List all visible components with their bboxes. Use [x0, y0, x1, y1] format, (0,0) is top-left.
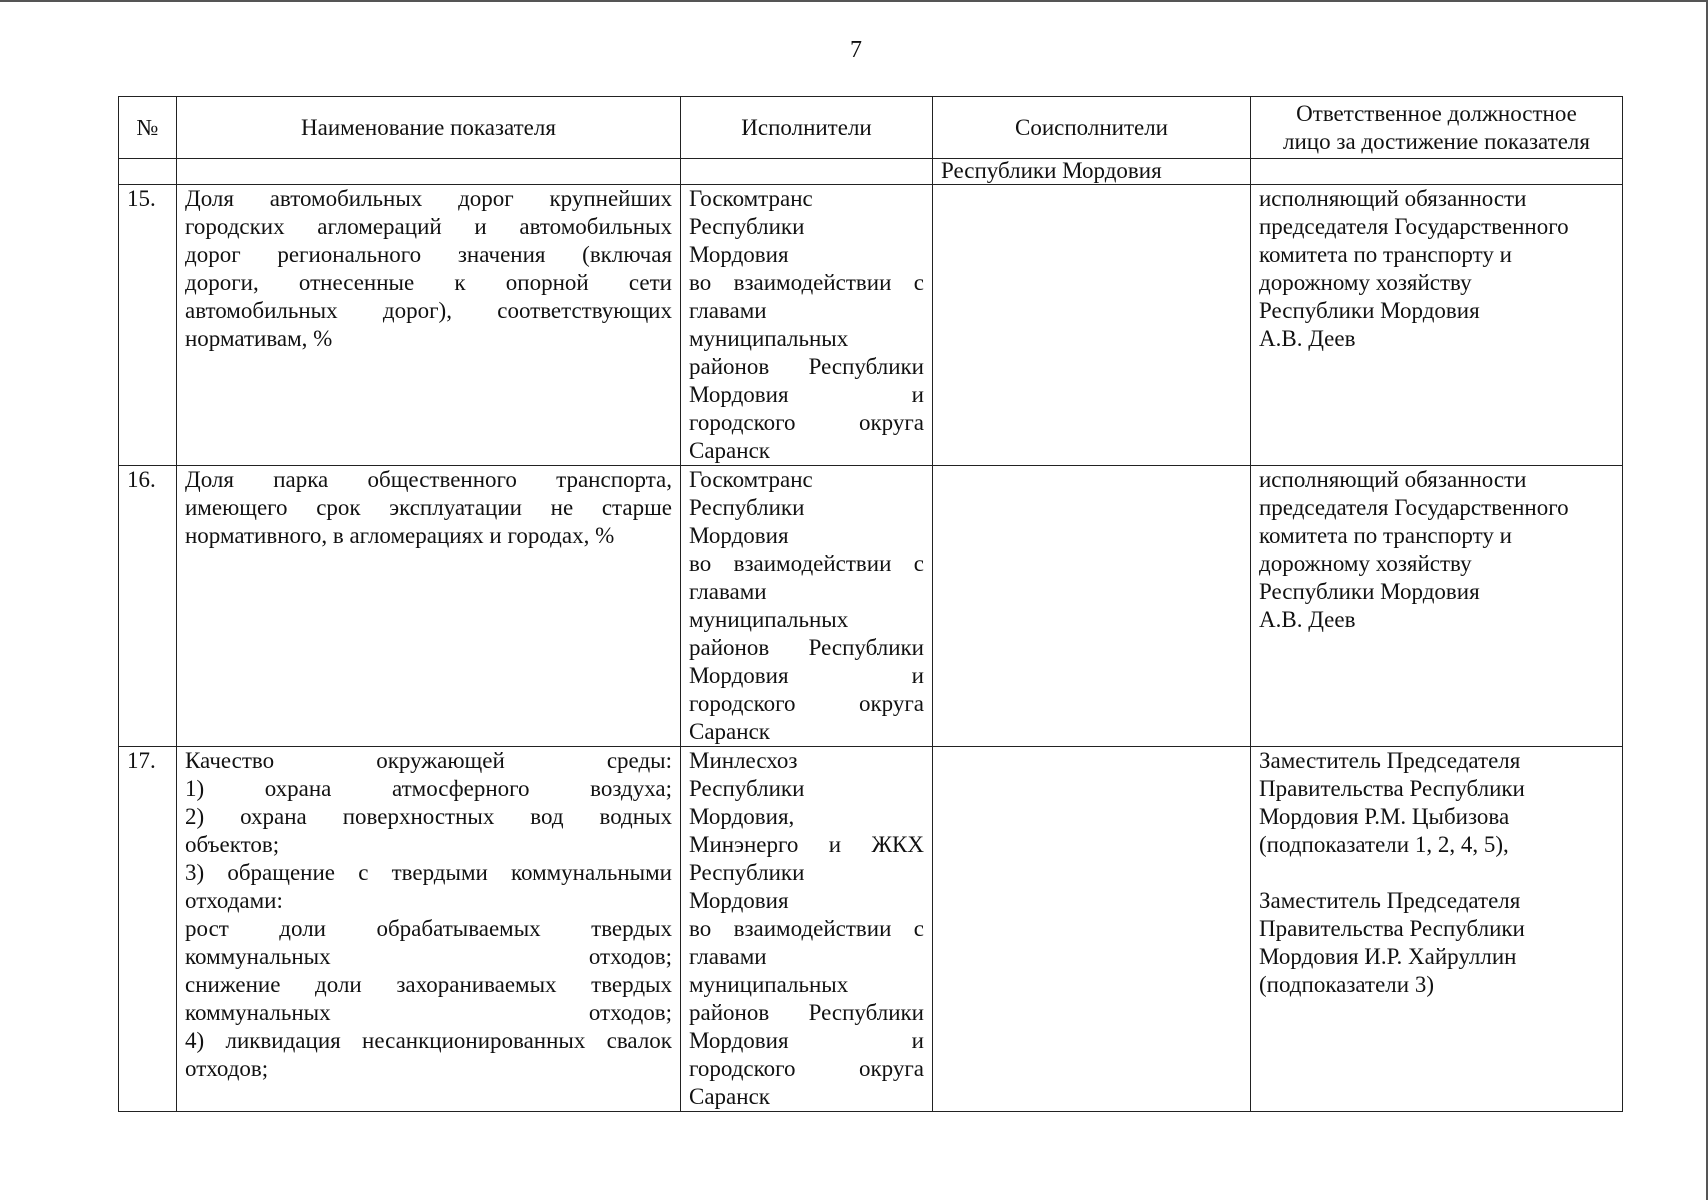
cell-text-line: городского округа — [689, 691, 924, 716]
table-cell — [119, 159, 177, 185]
cell-text-line: комитета по транспорту и — [1259, 242, 1512, 267]
cell-text-line: Мордовия и — [689, 663, 924, 688]
coexecutors-cell — [933, 185, 1251, 466]
cell-text-line: районов Республики — [689, 354, 924, 379]
indicators-table — [118, 96, 1623, 1112]
row-number: 17. — [119, 747, 177, 1112]
row-number: 15. — [119, 185, 177, 466]
cell-text-line: Доля автомобильных дорог крупнейших — [185, 186, 672, 211]
cell-text-line: дороги, отнесенные к опорной сети — [185, 270, 672, 295]
cell-text-line: 2) охрана поверхностных вод водных — [185, 804, 672, 829]
table-row — [119, 747, 1623, 1112]
cell-text-line: комитета по транспорту и — [1259, 523, 1512, 548]
header-indicator-name: Наименование показателя — [177, 97, 681, 159]
cell-text-line: Мордовия Р.М. Цыбизова — [1259, 804, 1510, 829]
cell-text-line: Правительства Республики — [1259, 916, 1525, 941]
cell-text-line: автомобильных дорог), соответствующих — [185, 298, 672, 323]
cell-text-line: Республики Мордовия — [1259, 298, 1480, 323]
cell-text-line: (подпоказатели 1, 2, 4, 5), — [1259, 832, 1509, 857]
cell-text-line: рост доли обрабатываемых твердых — [185, 916, 672, 941]
continuation-row — [119, 159, 1623, 185]
cell-text-line: Республики Мордовия — [1259, 579, 1480, 604]
responsible-cell — [1251, 185, 1623, 466]
header-coexecutors: Соисполнители — [933, 97, 1251, 159]
cell-text-line: муниципальных — [689, 326, 849, 351]
responsible-cell — [1251, 747, 1623, 1112]
cell-text-line: нормативного, в агломерациях и городах, % — [185, 523, 615, 548]
page-number: 7 — [850, 37, 862, 63]
coexecutors-cell — [933, 466, 1251, 747]
cell-text-line: объектов; — [185, 832, 280, 857]
table-cell — [177, 159, 681, 185]
cell-text-line: главами — [689, 944, 767, 969]
cell-text-line: Саранск — [689, 438, 770, 463]
cell-text-line: исполняющий обязанности — [1259, 467, 1527, 492]
header-responsible — [1251, 97, 1623, 159]
cell-text-line: отходами: — [185, 888, 283, 913]
cell-text-line: А.В. Деев — [1259, 607, 1356, 632]
cell-text-line: городских агломераций и автомобильных — [185, 214, 672, 239]
header-responsible-line-2: лицо за достижение показателя — [1283, 128, 1590, 154]
cell-text-line: дорог регионального значения (включая — [185, 242, 672, 267]
executors-cell — [681, 185, 933, 466]
cell-text-line: во взаимодействии с — [689, 270, 924, 295]
cell-text-line: Качество окружающей среды: — [185, 748, 672, 773]
cell-text-line: А.В. Деев — [1259, 326, 1356, 351]
cell-text-line: коммунальных отходов; — [185, 944, 672, 969]
cell-text-line: отходов; — [185, 1056, 269, 1081]
cell-text-line: 1) охрана атмосферного воздуха; — [185, 776, 672, 801]
cell-text-line: снижение доли захораниваемых твердых — [185, 972, 672, 997]
cell-text-line: дорожному хозяйству — [1259, 551, 1472, 576]
cell-text-line: имеющего срок эксплуатации не старше — [185, 495, 672, 520]
indicator-name-cell — [177, 185, 681, 466]
cell-text-line: главами — [689, 298, 767, 323]
responsible-cell — [1251, 466, 1623, 747]
table-header-row — [119, 97, 1623, 159]
cell-text-line: муниципальных — [689, 972, 849, 997]
cell-text-line: Мордовия — [689, 242, 789, 267]
cell-text-line: дорожному хозяйству — [1259, 270, 1472, 295]
continuation-coexecutors: Республики Мордовия — [933, 159, 1251, 185]
cell-text-line: Доля парка общественного транспорта, — [185, 467, 672, 492]
executors-cell — [681, 747, 933, 1112]
cell-text-line: Правительства Республики — [1259, 776, 1525, 801]
cell-text-line: Республики — [689, 214, 805, 239]
cell-text-line: районов Республики — [689, 1000, 924, 1025]
cell-text-line: городского округа — [689, 1056, 924, 1081]
cell-text-line: Минэнерго и ЖКХ — [689, 832, 924, 857]
cell-text-line: Мордовия, — [689, 804, 795, 829]
cell-text-line: 3) обращение с твердыми коммунальными — [185, 860, 672, 885]
indicator-name-cell — [177, 466, 681, 747]
cell-text-line: главами — [689, 579, 767, 604]
coexecutors-cell — [933, 747, 1251, 1112]
cell-text-line: исполняющий обязанности — [1259, 186, 1527, 211]
cell-text-line: Мордовия и — [689, 382, 924, 407]
cell-text-line: Заместитель Председателя — [1259, 888, 1521, 913]
cell-text-line: Госкомтранс — [689, 186, 813, 211]
cell-text-line: Саранск — [689, 1084, 770, 1109]
header-executors: Исполнители — [681, 97, 933, 159]
cell-text-line: Мордовия и — [689, 1028, 924, 1053]
cell-text-line: районов Республики — [689, 635, 924, 660]
cell-text-line: Госкомтранс — [689, 467, 813, 492]
cell-text-line: (подпоказатели 3) — [1259, 972, 1435, 997]
cell-text-line: 4) ликвидация несанкционированных свалок — [185, 1028, 672, 1053]
cell-text-line: Саранск — [689, 719, 770, 744]
header-number: № — [119, 97, 177, 159]
cell-text-line: Республики — [689, 495, 805, 520]
cell-text-line: Республики — [689, 776, 805, 801]
cell-text-line: председателя Государственного — [1259, 214, 1569, 239]
row-number: 16. — [119, 466, 177, 747]
table-row — [119, 185, 1623, 466]
table-cell — [681, 159, 933, 185]
cell-text-line: во взаимодействии с — [689, 916, 924, 941]
cell-text-line: городского округа — [689, 410, 924, 435]
cell-text-line: Мордовия — [689, 523, 789, 548]
cell-text-line: Мордовия И.Р. Хайруллин — [1259, 944, 1517, 969]
cell-text-line — [1259, 859, 1614, 887]
executors-cell — [681, 466, 933, 747]
cell-text-line: Заместитель Председателя — [1259, 748, 1521, 773]
table-cell — [1251, 159, 1623, 185]
cell-text-line: муниципальных — [689, 607, 849, 632]
indicator-name-cell — [177, 747, 681, 1112]
cell-text-line: Республики — [689, 860, 805, 885]
cell-text-line: коммунальных отходов; — [185, 1000, 672, 1025]
cell-text-line: Минлесхоз — [689, 748, 798, 773]
cell-text-line: председателя Государственного — [1259, 495, 1569, 520]
cell-text-line: Мордовия — [689, 888, 789, 913]
header-responsible-line-1: Ответственное должностное — [1296, 100, 1577, 126]
table-row — [119, 466, 1623, 747]
cell-text-line: во взаимодействии с — [689, 551, 924, 576]
cell-text-line: нормативам, % — [185, 326, 333, 351]
